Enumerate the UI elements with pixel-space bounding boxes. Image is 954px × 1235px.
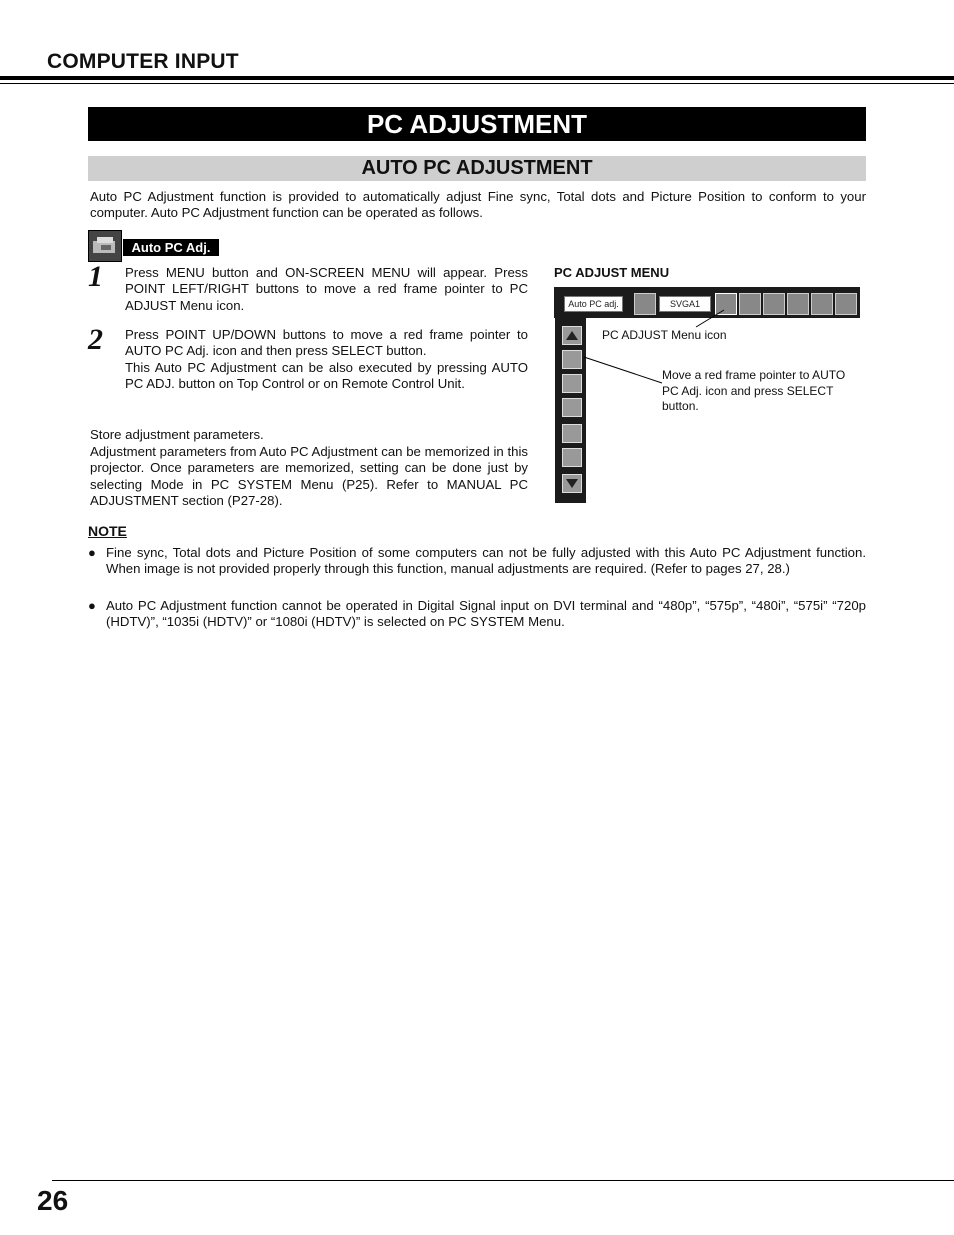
step-text: Press MENU button and ON-SCREEN MENU will appear. Press POINT LEFT/RIGHT buttons to move a red frame pointer to PC ADJUST Menu icon. xyxy=(125,265,528,313)
store-text: Adjustment parameters from Auto PC Adjustment can be memorized in this projector. Once parameters are memorized, setting can be done just by selecting Mode in PC SYSTEM Menu (P25). Refer to MANUAL PC ADJUSTMENT section (P27-28). xyxy=(90,444,528,508)
note-title: NOTE xyxy=(88,523,127,539)
callout-menu-icon: PC ADJUST Menu icon xyxy=(602,328,727,342)
step-number: 2 xyxy=(88,323,103,356)
page-title: PC ADJUSTMENT xyxy=(88,107,866,141)
intro-paragraph: Auto PC Adjustment function is provided to automatically adjust Fine sync, Total dots and Picture Position to conform to your computer. Auto PC Adjustment function can be operated as follows. xyxy=(90,189,866,221)
note-item: Auto PC Adjustment function cannot be operated in Digital Signal input on DVI terminal and “480p”, “575p”, “480i”, “575i” “720p (HDTV)”, “1035i (HDTV)” or “1080i (HDTV)” is selected on PC SYSTEM Menu. xyxy=(106,598,866,630)
bullet-icon: ● xyxy=(88,598,96,613)
step-number: 1 xyxy=(88,260,103,293)
menu-field-auto-pc-adj: Auto PC adj. xyxy=(564,296,623,312)
header-rule xyxy=(0,76,954,80)
step-text: Press POINT UP/DOWN buttons to move a red frame pointer to AUTO PC Adj. icon and then press SELECT button. xyxy=(125,327,528,359)
note-item: Fine sync, Total dots and Picture Position of some computers can not be fully adjusted with this Auto PC Adjustment function. When image is not provided properly through this function, manual adjustments are required. (Refer to pages 27, 28.) xyxy=(106,545,866,577)
section-subtitle: AUTO PC ADJUSTMENT xyxy=(88,156,866,181)
callout-pointer: Move a red frame pointer to AUTO PC Adj. icon and press SELECT button. xyxy=(662,368,846,413)
section-header: COMPUTER INPUT xyxy=(47,50,239,73)
footer-rule xyxy=(52,1180,954,1181)
menu-field-svga1: SVGA1 xyxy=(659,296,711,312)
store-heading: Store adjustment parameters. xyxy=(90,427,264,442)
auto-pc-adj-label: Auto PC Adj. xyxy=(123,239,219,256)
menu-title: PC ADJUST MENU xyxy=(554,265,670,280)
pc-adjust-menu-figure xyxy=(554,285,866,512)
page-number: 26 xyxy=(37,1185,69,1216)
header-rule-thin xyxy=(0,83,954,84)
step-text: This Auto PC Adjustment can be also executed by pressing AUTO PC ADJ. button on Top Control or on Remote Control Unit. xyxy=(125,360,528,392)
auto-pc-adj-icon xyxy=(88,230,122,262)
bullet-icon: ● xyxy=(88,545,96,560)
